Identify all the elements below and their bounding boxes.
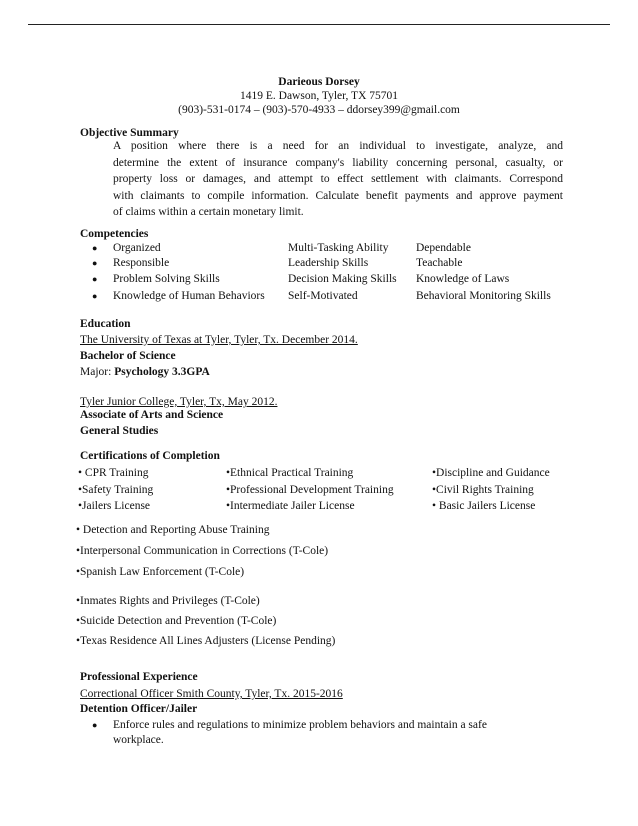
competency-item: Responsible <box>113 257 170 269</box>
certification-list-item: •Suicide Detection and Prevention (T-Cole) <box>76 615 277 627</box>
certification-item: •Safety Training <box>78 484 154 496</box>
certification-item: • Basic Jailers License <box>432 500 536 512</box>
objective-line: property loss or damages, and attempt to effect settlement with claimants. Correspond <box>113 173 563 186</box>
certification-item: •Professional Development Training <box>226 484 394 496</box>
certification-item: •Discipline and Guidance <box>432 467 550 479</box>
bullet-icon: ● <box>92 243 98 253</box>
certification-item: • CPR Training <box>78 467 149 479</box>
bullet-icon: ● <box>92 720 98 730</box>
certification-list-item: •Inmates Rights and Privileges (T-Cole) <box>76 595 260 607</box>
competency-item: Multi-Tasking Ability <box>288 242 389 254</box>
bullet-icon: ● <box>92 291 98 301</box>
objective-text <box>113 138 563 221</box>
major-line <box>80 366 210 378</box>
applicant-name: Darieous Dorsey <box>278 76 360 88</box>
certification-item: •Intermediate Jailer License <box>226 500 355 512</box>
major-label: Major: <box>80 366 112 378</box>
objective-line: with claimants to compile information. Calculate benefit payments and approve payment <box>113 189 563 202</box>
objective-line: A position where there is a need for an individual to investigate, analyze, and <box>113 140 563 152</box>
certification-item: •Jailers License <box>78 500 151 512</box>
field-of-study: General Studies <box>80 425 159 437</box>
competency-item: Decision Making Skills <box>288 273 397 285</box>
certification-list-item: •Texas Residence All Lines Adjusters (License Pending) <box>76 635 336 647</box>
competency-item: Self-Motivated <box>288 290 358 302</box>
objective-line: determine the extent of insurance company's liability concerning personal, casualty, or <box>113 156 563 169</box>
contact-info: (903)-531-0174 – (903)-570-4933 – ddorsey399@gmail.com <box>178 104 460 116</box>
job-employer: Correctional Officer Smith County, Tyler, Tx. 2015-2016 <box>80 688 343 700</box>
certification-list-item: •Interpersonal Communication in Corrections (T-Cole) <box>76 545 329 557</box>
competencies-heading: Competencies <box>80 228 149 240</box>
competency-item: Knowledge of Laws <box>416 273 510 285</box>
competency-item: Problem Solving Skills <box>113 273 220 285</box>
job-title: Detention Officer/Jailer <box>80 703 198 715</box>
certification-list-item: •Spanish Law Enforcement (T-Cole) <box>76 566 245 578</box>
education-heading: Education <box>80 318 131 330</box>
major-value: Psychology 3.3GPA <box>114 366 210 378</box>
address: 1419 E. Dawson, Tyler, TX 75701 <box>239 90 399 102</box>
certifications-heading: Certifications of Completion <box>80 450 220 462</box>
certification-item: •Civil Rights Training <box>432 484 534 496</box>
competency-item: Teachable <box>416 257 463 269</box>
degree-bachelor: Bachelor of Science <box>80 350 176 362</box>
competency-item: Leadership Skills <box>288 257 369 269</box>
bullet-icon: ● <box>92 274 98 284</box>
competency-item: Organized <box>113 242 161 254</box>
school-college: Tyler Junior College, Tyler, Tx, May 2012. <box>80 396 278 408</box>
objective-line: of claims within a certain monetary limit. <box>113 206 304 219</box>
experience-heading: Professional Experience <box>80 671 198 683</box>
bullet-icon: ● <box>92 258 98 268</box>
job-duty-line: Enforce rules and regulations to minimize problem behaviors and maintain a safe <box>113 719 487 731</box>
top-divider <box>28 24 610 25</box>
school-university: The University of Texas at Tyler, Tyler, Tx. December 2014. <box>80 334 358 346</box>
degree-associate: Associate of Arts and Science <box>80 409 224 421</box>
job-duty-line: workplace. <box>113 734 164 746</box>
objective-heading: Objective Summary <box>80 127 179 139</box>
competency-item: Knowledge of Human Behaviors <box>113 290 265 302</box>
competency-item: Dependable <box>416 242 471 254</box>
competency-item: Behavioral Monitoring Skills <box>416 290 551 302</box>
certification-item: •Ethnical Practical Training <box>226 467 354 479</box>
certification-list-item: • Detection and Reporting Abuse Training <box>76 524 270 536</box>
